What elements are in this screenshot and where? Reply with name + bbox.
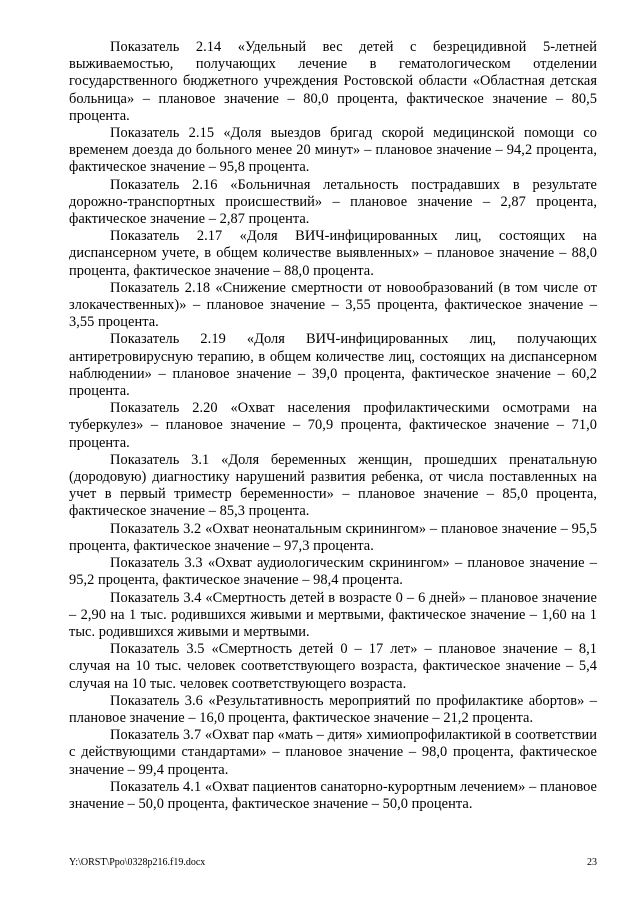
paragraph-indicator-2-15: Показатель 2.15 «Доля выездов бригад скорой медицинской помощи со временем доезда до больного менее 20 минут» – плановое значение – 94,2 процента, фактическое значение – 95,8 процента.: [69, 125, 597, 176]
page-number: 23: [587, 857, 597, 868]
paragraph-indicator-2-14: Показатель 2.14 «Удельный вес детей с безрецидивной 5-летней выживаемостью, получающих лечение в гематологическом отделении государственного бюджетного учреждения Ростовской области «Областная детская больница» – плановое значение – 80,0 процента, фактическое значение – 80,5 процента.: [69, 39, 597, 124]
paragraph-indicator-2-19: Показатель 2.19 «Доля ВИЧ-инфицированных лиц, получающих антиретровирусную терапию, в общем количестве лиц, состоящих на диспансерном наблюдении» – плановое значение – 39,0 процента, фактическое значение – 60,2 процента.: [69, 331, 597, 400]
paragraph-indicator-2-20: Показатель 2.20 «Охват населения профилактическими осмотрами на туберкулез» – плановое значение – 70,9 процента, фактическое значение – 71,0 процента.: [69, 400, 597, 451]
paragraph-indicator-3-6: Показатель 3.6 «Результативность мероприятий по профилактике абортов» – плановое значение – 16,0 процента, фактическое значение – 21,2 процента.: [69, 692, 597, 726]
paragraph-indicator-3-4: Показатель 3.4 «Смертность детей в возрасте 0 – 6 дней» – плановое значение – 2,90 на 1 тыс. родившихся живыми и мертвыми, фактическое значение – 1,60 на 1 тыс. родившихся живыми и мертвыми.: [69, 589, 597, 640]
paragraph-indicator-2-18: Показатель 2.18 «Снижение смертности от новообразований (в том числе от злокачественных)» – плановое значение – 3,55 процента, фактическое значение – 3,55 процента.: [69, 279, 597, 331]
paragraph-indicator-3-1: Показатель 3.1 «Доля беременных женщин, прошедших пренатальную (дородовую) диагностику нарушений развития ребенка, от числа поставленных на учет в первый триместр беременности» – плановое значение – 85,0 процента, фактическое значение – 85,3 процента.: [69, 451, 597, 520]
paragraph-indicator-2-16: Показатель 2.16 «Больничная летальность пострадавших в результате дорожно-транспортных происшествий» – плановое значение – 2,87 процента, фактическое значение – 2,87 процента.: [69, 176, 597, 228]
paragraph-indicator-3-7: Показатель 3.7 «Охват пар «мать – дитя» химиопрофилактикой в соответствии с действующими стандартами» – плановое значение – 98,0 процента, фактическое значение – 99,4 процента.: [69, 727, 597, 778]
paragraph-indicator-3-2: Показатель 3.2 «Охват неонатальным скринингом» – плановое значение – 95,5 процента, фактическое значение – 97,3 процента.: [69, 520, 597, 554]
footer-file-path: Y:\ORST\Ppo\0328p216.f19.docx: [69, 857, 206, 868]
document-body: [69, 39, 597, 813]
paragraph-indicator-4-1: Показатель 4.1 «Охват пациентов санаторно-курортным лечением» – плановое значение – 50,0 процента, фактическое значение – 50,0 процента.: [69, 778, 597, 812]
paragraph-indicator-2-17: Показатель 2.17 «Доля ВИЧ-инфицированных лиц, состоящих на диспансерном учете, в общем количестве выявленных» – плановое значение – 88,0 процента, фактическое значение – 88,0 процента.: [69, 228, 597, 279]
paragraph-indicator-3-3: Показатель 3.3 «Охват аудиологическим скринингом» – плановое значение – 95,2 процента, фактическое значение – 98,4 процента.: [69, 555, 597, 589]
paragraph-indicator-3-5: Показатель 3.5 «Смертность детей 0 – 17 лет» – плановое значение – 8,1 случая на 10 тыс. человек соответствующего возраста, фактическое значение – 5,4 случая на 10 тыс. человек соответствующего возраста.: [69, 641, 597, 692]
